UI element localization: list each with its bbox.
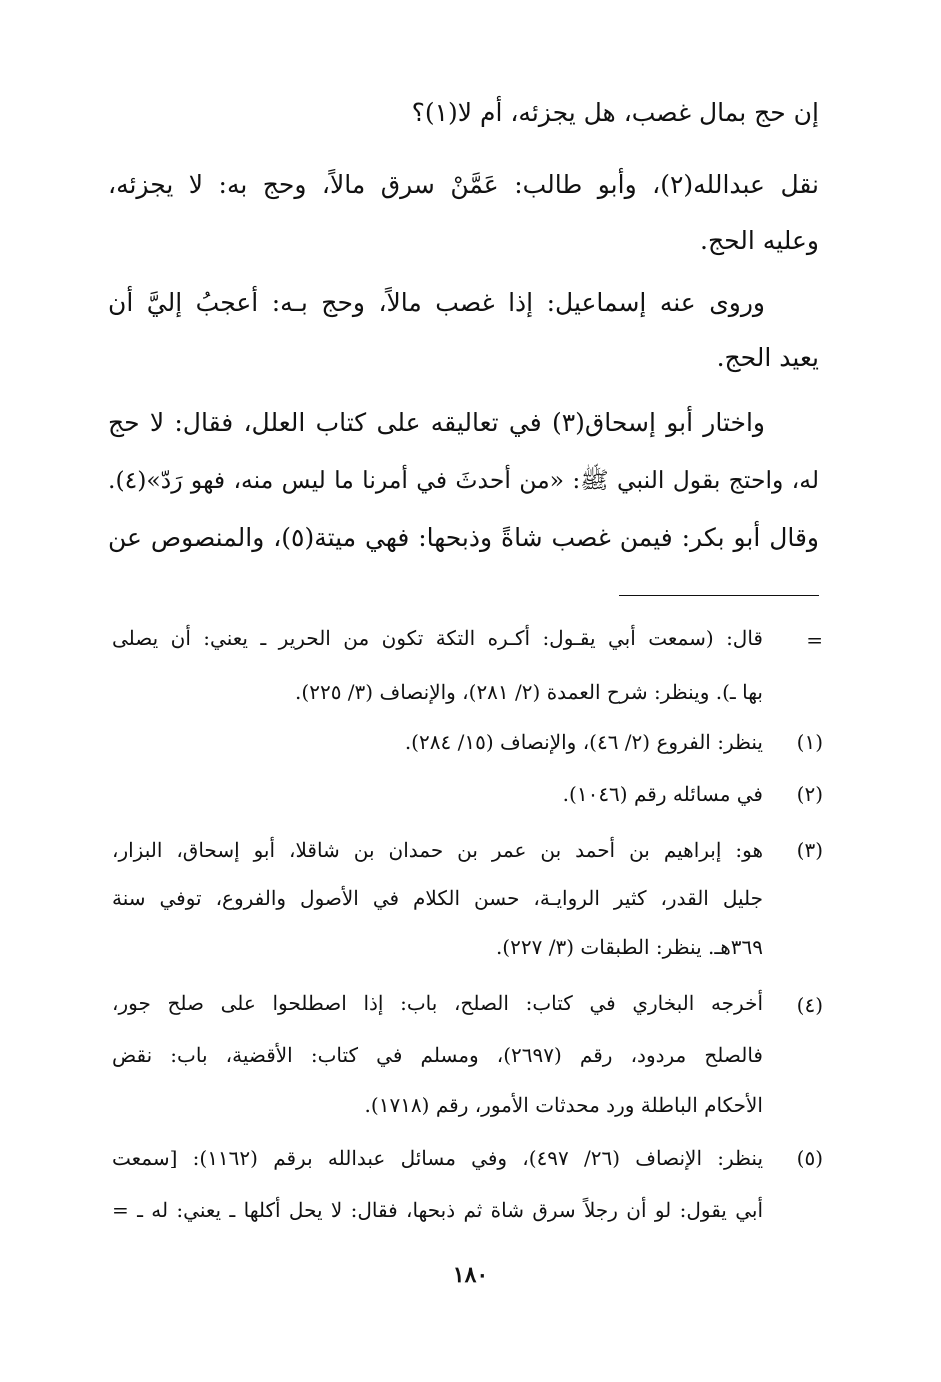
main-line-7: له، واحتج بقول النبي ﷺ: «من أحدثَ في أمرنا ما ليس منه، فهو رَدّ»(٤). [108,466,819,494]
main-line-2: نقل عبدالله(٢)، وأبو طالب: عَمَّنْ سرق مالاً، وحج به: لا يجزئه، [108,170,819,199]
main-line-1: إن حج بمال غصب، هل يجزئه، أم لا(١)؟ [411,98,819,127]
footnote-mark-continuation: = [806,628,823,652]
page-number: ١٨٠ [452,1262,489,1288]
footnote-line: فالصلح مردود، رقم (٢٦٩٧)، ومسلم في كتاب: الأقضية، باب: نقض [112,1043,763,1067]
footnote-mark-5: (٥) [796,1146,823,1170]
footnote-line: ينظر: الإنصاف (٢٦/ ٤٩٧)، وفي مسائل عبدالله برقم (١١٦٢): [سمعت [112,1146,764,1170]
footnote-mark-2: (٢) [796,782,823,806]
footnote-mark-4: (٤) [796,993,823,1017]
main-line-8: وقال أبو بكر: فيمن غصب شاةً وذبحها: فهي ميتة(٥)، والمنصوص عن [108,523,820,552]
footnote-line: في مسائله رقم (١٠٤٦). [562,782,763,806]
main-line-3: وعليه الحج. [700,226,819,255]
main-line-4: وروى عنه إسماعيل: إذا غصب مالاً، وحج بـه: أعجبُ إليَّ أن [108,288,765,317]
footnote-mark-3: (٣) [796,838,823,862]
footnote-line: ٣٦٩هـ. ينظر: الطبقات (٣/ ٢٢٧). [495,935,763,959]
footnote-line: الأحكام الباطلة ورد محدثات الأمور، رقم (١٧١٨). [364,1093,763,1117]
footnote-line: ينظر: الفروع (٢/ ٤٦)، والإنصاف (١٥/ ٢٨٤). [404,730,763,754]
footnote-line: أبي يقول: لو أن رجلاً سرق شاة ثم ذبحها، فقال: لا يحل أكلها ـ يعني: له ـ = [112,1198,763,1222]
footnote-line: جليل القدر، كثير الروايـة، حسن الكلام في الأصول والفروع، توفي سنة [112,886,763,910]
footnote-line: هو: إبراهيم بن أحمد بن عمر بن حمدان بن شاقلا، أبو إسحاق، البزار، [112,838,763,862]
footnote-line: قال: (سمعت أبي يقـول: أكـره التكة تكون من الحرير ـ يعني: أن يصلى [112,626,763,650]
main-line-6: واختار أبو إسحاق(٣) في تعاليقه على كتاب العلل، فقال: لا حج [108,408,765,437]
footnote-separator [619,595,819,596]
footnote-line: أخرجه البخاري في كتاب: الصلح، باب: إذا اصطلحوا على صلح جور، [112,991,763,1015]
footnote-mark-1: (١) [796,730,823,754]
main-line-5: يعيد الحج. [716,343,819,372]
footnote-line: بها ـ). وينظر: شرح العمدة (٢/ ٢٨١)، والإنصاف (٣/ ٢٢٥). [295,680,763,704]
